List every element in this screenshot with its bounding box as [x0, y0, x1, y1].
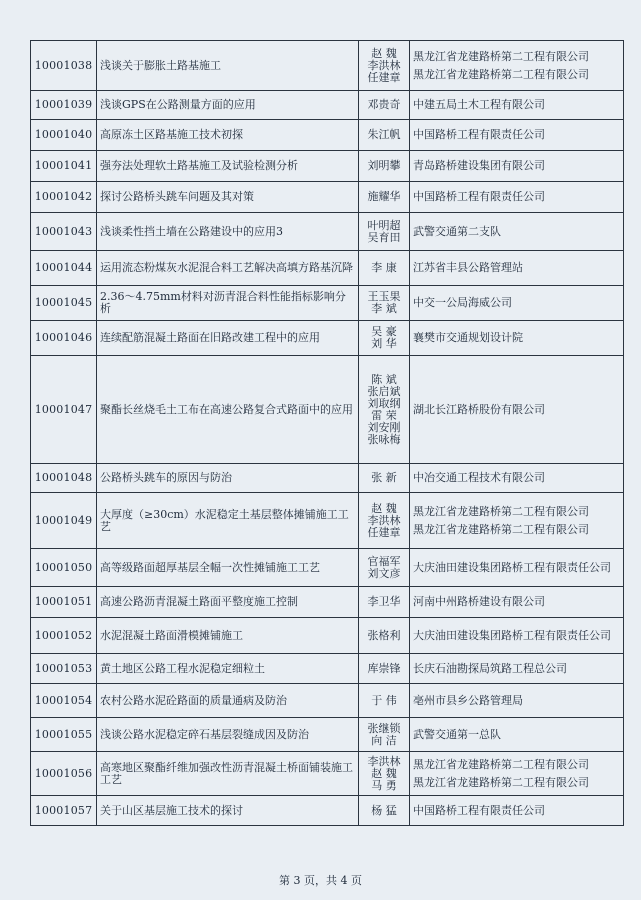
organization-name: 青岛路桥建设集团有限公司	[413, 159, 545, 172]
paper-title: 农村公路水泥砼路面的质量通病及防治	[97, 684, 359, 718]
paper-organization	[410, 286, 624, 321]
paper-organization	[410, 41, 624, 91]
organization-name: 襄樊市交通规划设计院	[413, 331, 523, 344]
author-name: 任建章	[367, 525, 401, 539]
table-row	[31, 91, 624, 120]
organization-name: 中交一公局海威公司	[413, 296, 512, 309]
paper-title: 水泥混凝土路面滑模摊铺施工	[97, 618, 359, 654]
paper-authors	[359, 321, 410, 356]
paper-authors	[359, 587, 410, 618]
author-name: 刘安刚	[367, 420, 401, 434]
table-row	[31, 549, 624, 587]
paper-organization	[410, 182, 624, 213]
author-name: 叶明超	[367, 218, 401, 232]
table-row	[31, 493, 624, 549]
author-name: 刘 华	[371, 337, 397, 350]
author-name: 向 洁	[371, 733, 397, 747]
organization-name: 大庆油田建设集团路桥工程有限责任公司	[413, 560, 611, 574]
organization-name: 湖北长江路桥股份有限公司	[413, 402, 545, 416]
page-footer: 第 3 页，共 4 页	[279, 874, 362, 887]
table-row	[31, 654, 624, 684]
author-name: 李洪林	[367, 58, 401, 72]
paper-id: 10001050	[31, 549, 97, 587]
paper-id: 10001045	[31, 286, 97, 321]
organization-name: 黑龙江省龙建路桥第二工程有限公司	[413, 504, 589, 518]
organization-name: 中国路桥工程有限责任公司	[413, 128, 545, 141]
author-name: 李 斌	[371, 302, 397, 315]
table-row	[31, 321, 624, 356]
author-name: 李洪林	[367, 754, 401, 768]
author-name: 张启斌	[367, 384, 401, 398]
author-name: 张格利	[367, 628, 401, 642]
paper-organization	[410, 684, 624, 718]
author-name: 朱江帆	[367, 128, 401, 141]
organization-name: 河南中州路桥建设有限公司	[413, 595, 545, 608]
paper-id: 10001039	[31, 91, 97, 120]
table-row	[31, 618, 624, 654]
paper-authors	[359, 251, 410, 286]
author-name: 张 新	[371, 471, 397, 484]
paper-table-body	[31, 41, 624, 826]
paper-id: 10001049	[31, 493, 97, 549]
paper-id: 10001048	[31, 464, 97, 493]
paper-title: 运用流态粉煤灰水泥混合料工艺解决高填方路基沉降	[97, 251, 359, 286]
table-row	[31, 587, 624, 618]
author-name: 杨 猛	[371, 803, 397, 817]
paper-organization	[410, 321, 624, 356]
paper-authors	[359, 549, 410, 587]
paper-authors	[359, 286, 410, 321]
paper-id: 10001055	[31, 718, 97, 752]
paper-id: 10001053	[31, 654, 97, 684]
paper-table	[30, 40, 624, 826]
paper-title: 公路桥头跳车的原因与防治	[97, 464, 359, 493]
paper-organization	[410, 356, 624, 464]
author-name: 王玉果	[367, 290, 401, 303]
table-row	[31, 251, 624, 286]
paper-organization	[410, 587, 624, 618]
author-name: 赵 魏	[371, 501, 397, 515]
paper-title: 浅谈公路水泥稳定碎石基层裂缝成因及防治	[97, 718, 359, 752]
paper-authors	[359, 120, 410, 151]
paper-organization	[410, 752, 624, 796]
organization-name: 黑龙江省龙建路桥第二工程有限公司	[413, 775, 589, 789]
organization-name: 中国路桥工程有限责任公司	[413, 190, 545, 203]
table-row	[31, 41, 624, 91]
paper-authors	[359, 182, 410, 213]
paper-id: 10001046	[31, 321, 97, 356]
author-name: 李洪林	[367, 513, 401, 527]
table-row	[31, 120, 624, 151]
table-row	[31, 151, 624, 182]
paper-title: 高寒地区聚酯纤维加强改性沥青混凝土桥面铺装施工工艺	[97, 752, 359, 796]
paper-id: 10001056	[31, 752, 97, 796]
paper-authors	[359, 618, 410, 654]
organization-name: 黑龙江省龙建路桥第二工程有限公司	[413, 757, 589, 771]
author-name: 雷 荣	[371, 408, 397, 422]
paper-authors	[359, 493, 410, 549]
paper-organization	[410, 549, 624, 587]
author-name: 邓贵奇	[367, 98, 401, 111]
author-name: 陈 斌	[371, 372, 397, 386]
paper-id: 10001057	[31, 796, 97, 826]
author-name: 于 伟	[371, 693, 397, 707]
paper-authors	[359, 752, 410, 796]
paper-title: 浅谈关于膨胀土路基施工	[97, 41, 359, 91]
paper-title: 探讨公路桥头跳车问题及其对策	[97, 182, 359, 213]
table-row	[31, 796, 624, 826]
paper-id: 10001042	[31, 182, 97, 213]
author-name: 李卫华	[367, 595, 401, 608]
author-name: 库崇锋	[367, 661, 401, 675]
table-row	[31, 213, 624, 251]
author-name: 官福军	[367, 554, 401, 568]
paper-id: 10001054	[31, 684, 97, 718]
organization-name: 中国路桥工程有限责任公司	[413, 803, 545, 817]
organization-name: 中建五局土木工程有限公司	[413, 98, 545, 111]
paper-title: 浅谈柔性挡土墙在公路建设中的应用3	[97, 213, 359, 251]
paper-title: 关于山区基层施工技术的探讨	[97, 796, 359, 826]
paper-id: 10001040	[31, 120, 97, 151]
paper-authors	[359, 464, 410, 493]
organization-name: 大庆油田建设集团路桥工程有限责任公司	[413, 628, 611, 642]
paper-id: 10001038	[31, 41, 97, 91]
paper-organization	[410, 796, 624, 826]
paper-title: 黄土地区公路工程水泥稳定细粒土	[97, 654, 359, 684]
organization-name: 武警交通第一总队	[413, 727, 501, 741]
author-name: 李 康	[371, 261, 397, 274]
paper-id: 10001047	[31, 356, 97, 464]
table-row	[31, 182, 624, 213]
paper-title: 聚酯长丝烧毛土工布在高速公路复合式路面中的应用	[97, 356, 359, 464]
table-row	[31, 464, 624, 493]
organization-name: 黑龙江省龙建路桥第二工程有限公司	[413, 522, 589, 536]
paper-title: 2.36～4.75mm材料对沥青混合料性能指标影响分析	[97, 286, 359, 321]
organization-name: 黑龙江省龙建路桥第二工程有限公司	[413, 67, 589, 81]
table-row	[31, 684, 624, 718]
paper-authors	[359, 718, 410, 752]
paper-organization	[410, 718, 624, 752]
organization-name: 江苏省丰县公路管理站	[413, 261, 523, 274]
paper-organization	[410, 120, 624, 151]
organization-name: 亳州市县乡公路管理局	[413, 693, 523, 707]
paper-organization	[410, 151, 624, 182]
author-name: 吴 豪	[371, 325, 397, 338]
paper-organization	[410, 493, 624, 549]
paper-organization	[410, 654, 624, 684]
paper-authors	[359, 91, 410, 120]
paper-authors	[359, 41, 410, 91]
paper-title: 连续配筋混凝土路面在旧路改建工程中的应用	[97, 321, 359, 356]
paper-title: 浅谈GPS在公路测量方面的应用	[97, 91, 359, 120]
paper-authors	[359, 796, 410, 826]
paper-id: 10001041	[31, 151, 97, 182]
author-name: 任建章	[367, 70, 401, 84]
organization-name: 黑龙江省龙建路桥第二工程有限公司	[413, 49, 589, 63]
author-name: 施耀华	[367, 190, 401, 203]
paper-organization	[410, 464, 624, 493]
author-name: 刘取纲	[367, 396, 401, 410]
paper-title: 大厚度（≥30cm）水泥稳定土基层整体摊铺施工工艺	[97, 493, 359, 549]
table-row	[31, 718, 624, 752]
paper-authors	[359, 213, 410, 251]
paper-id: 10001044	[31, 251, 97, 286]
author-name: 吴育田	[367, 230, 401, 244]
paper-authors	[359, 654, 410, 684]
paper-organization	[410, 213, 624, 251]
paper-title: 强夯法处理软土路基施工及试验检测分析	[97, 151, 359, 182]
author-name: 马 勇	[371, 778, 397, 792]
organization-name: 长庆石油勘探局筑路工程总公司	[413, 661, 567, 675]
table-row	[31, 286, 624, 321]
table-row	[31, 752, 624, 796]
paper-id: 10001051	[31, 587, 97, 618]
paper-organization	[410, 618, 624, 654]
table-row	[31, 356, 624, 464]
paper-authors	[359, 684, 410, 718]
organization-name: 武警交通第二支队	[413, 224, 501, 238]
author-name: 赵 魏	[371, 46, 397, 60]
paper-title: 高速公路沥青混凝土路面平整度施工控制	[97, 587, 359, 618]
paper-organization	[410, 91, 624, 120]
paper-organization	[410, 251, 624, 286]
author-name: 赵 魏	[371, 766, 397, 780]
author-name: 张咏梅	[367, 432, 401, 446]
paper-authors	[359, 356, 410, 464]
author-name: 刘文彦	[367, 566, 401, 580]
paper-id: 10001043	[31, 213, 97, 251]
paper-title: 高等级路面超厚基层全幅一次性摊铺施工工艺	[97, 549, 359, 587]
author-name: 张继锁	[367, 721, 401, 735]
author-name: 刘明攀	[367, 159, 401, 172]
paper-id: 10001052	[31, 618, 97, 654]
paper-title: 高原冻土区路基施工技术初探	[97, 120, 359, 151]
paper-authors	[359, 151, 410, 182]
organization-name: 中冶交通工程技术有限公司	[413, 471, 545, 484]
